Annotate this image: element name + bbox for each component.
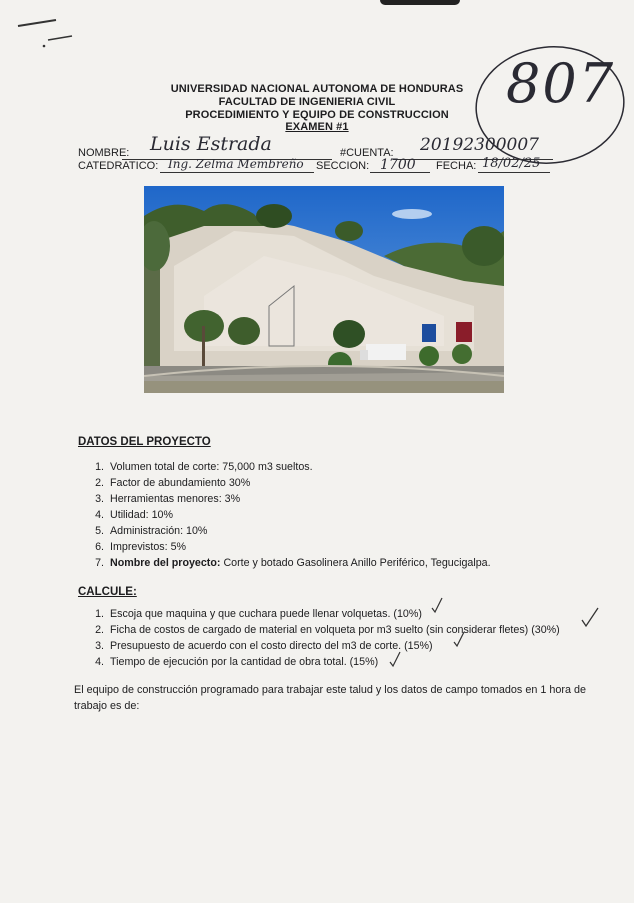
name-label: NOMBRE: xyxy=(78,147,130,159)
calcule-item-3: 3. Presupuesto de acuerdo con el costo directo del m3 de corte. (15%) xyxy=(95,640,433,652)
project-item-4: 4. Utilidad: 10% xyxy=(95,509,173,521)
account-value: 20192300007 xyxy=(420,135,539,155)
project-site-photo xyxy=(144,186,504,393)
account-label: #CUENTA: xyxy=(340,147,394,159)
project-section-title: DATOS DEL PROYECTO xyxy=(78,436,211,448)
course-title: PROCEDIMIENTO Y EQUIPO DE CONSTRUCCION xyxy=(185,109,449,121)
name-value: Luis Estrada xyxy=(150,133,272,155)
project-item-1: 1. Volumen total de corte: 75,000 m3 sueltos. xyxy=(95,461,313,473)
project-item-2: 2. Factor de abundamiento 30% xyxy=(95,477,251,489)
check-mark-icon xyxy=(388,650,402,668)
equipment-paragraph: El equipo de construcción programado para trabajar este talud y los datos de campo tomados en 1 hora de trabajo es de: xyxy=(74,684,586,712)
check-mark-icon xyxy=(452,630,466,648)
date-value: 18/02/25 xyxy=(482,156,541,171)
date-label: FECHA: xyxy=(436,160,477,172)
check-mark-icon xyxy=(430,596,444,614)
teacher-value: Ing. Zelma Membreño xyxy=(168,157,304,171)
section-label: SECCION: xyxy=(316,160,370,172)
exam-title: EXAMEN #1 xyxy=(285,121,349,133)
project-item-5: 5. Administración: 10% xyxy=(95,525,208,537)
calcule-item-1: 1. Escoja que maquina y que cuchara puede llenar volquetas. (10%) xyxy=(95,608,422,620)
project-item-7: 7. Nombre del proyecto: Corte y botado Gasolinera Anillo Periférico, Tegucigalpa. xyxy=(95,557,491,569)
top-shadow xyxy=(380,0,460,5)
teacher-line xyxy=(160,172,314,173)
calcule-item-2: 2. Ficha de costos de cargado de material en volqueta por m3 suelto (sin considerar fletes) (30%) xyxy=(95,624,560,636)
project-item-3: 3. Herramientas menores: 3% xyxy=(95,493,241,505)
project-item-6: 6. Imprevistos: 5% xyxy=(95,541,187,553)
calcule-section-title: CALCULE: xyxy=(78,586,137,598)
section-value: 1700 xyxy=(380,157,416,173)
faculty-title: FACULTAD DE INGENIERIA CIVIL xyxy=(218,96,396,108)
grade-value: 807 xyxy=(506,52,616,115)
calcule-item-4: 4. Tiempo de ejecución por la cantidad de obra total. (15%) xyxy=(95,656,379,668)
pen-scribble xyxy=(10,10,90,50)
check-mark-icon xyxy=(580,606,600,628)
date-line xyxy=(478,172,550,173)
university-title: UNIVERSIDAD NACIONAL AUTONOMA DE HONDURAS xyxy=(170,83,464,95)
teacher-label: CATEDRATICO: xyxy=(78,160,159,172)
